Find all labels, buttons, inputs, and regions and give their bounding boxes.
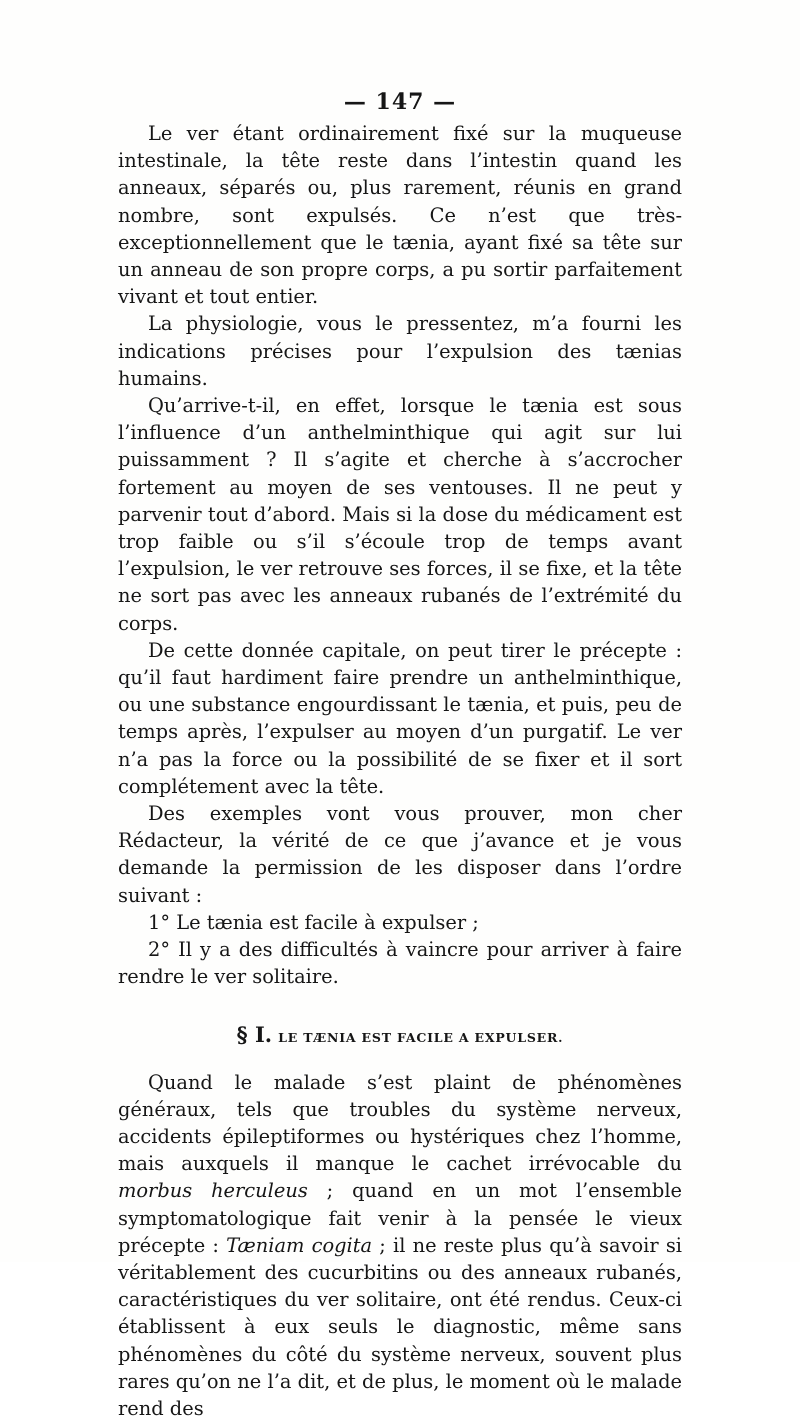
section-symbol: § I. [237,1022,272,1047]
paragraph-2: La physiologie, vous le pressentez, m’a fourni les indications précises pour l’expulsion des tænias humains. [118,310,682,392]
paragraph-5: Des exemples vont vous prouver, mon cher Rédacteur, la vérité de ce que j’avance et je vous demande la permission de les disposer dans l’ordre suivant : [118,800,682,909]
italic-term-taeniam: Tæniam cogita [226,1234,372,1257]
paragraph-1: Le ver étant ordinairement fixé sur la muqueuse intestinale, la tête reste dans l’intestin quand les anneaux, séparés ou, plus rarement, réunis en grand nombre, sont expulsés. Ce n’est que très-exceptionnellement que le tænia, ayant fixé sa tête sur un anneau de son propre corps, a pu sortir parfaitement vivant et tout entier. [118,120,682,310]
italic-term-morbus: morbus herculeus [118,1179,308,1202]
paragraph-6-part-1: Quand le malade s’est plaint de phénomènes généraux, tels que troubles du système nerveux, accidents épileptiformes ou hystériques chez l’homme, mais auxquels il manque le cachet irrévocable du [118,1071,682,1176]
paragraph-6-part-2: ; quand en un mot l’ensemble symptomatologique fait venir à la pensée le vieux précepte : [118,1179,682,1256]
page-text [118,88,682,1422]
paragraph-3: Qu’arrive-t-il, en effet, lorsque le tænia est sous l’influence d’un anthelminthique qui agit sur lui puissamment ? Il s’agite et cherche à s’accrocher fortement au moyen de ses ventouses. Il ne peut y parvenir tout d’abord. Mais si la dose du médicament est trop faible ou s’il s’écoule trop de temps avant l’expulsion, le ver retrouve ses forces, il se fixe, et la tête ne sort pas avec les anneaux rubanés de l’extrémité du corps. [118,392,682,637]
page-number: — 147 — [118,88,682,116]
paragraph-4: De cette donnée capitale, on peut tirer le précepte : qu’il faut hardiment faire prendre un anthelminthique, ou une substance engourdissant le tænia, et puis, peu de temps après, l’expulser au moyen d’un purgatif. Le ver n’a pas la force ou la possibilité de se fixer et il sort complétement avec la tête. [118,637,682,800]
paragraph-6-part-3: ; il ne reste plus qu’à savoir si véritablement des cucurbitins ou des anneaux rubanés, caractéristiques du ver solitaire, ont été rendus. Ceux-ci établissent à eux seuls le diagnostic, même sans phénomènes du côté du système nerveux, souvent plus rares qu’on ne l’a dit, et de plus, le moment où le malade rend des [118,1234,682,1420]
paragraph-6 [118,1069,682,1422]
section-title: LE TÆNIA EST FACILE A EXPULSER. [278,1030,563,1045]
list-item-1: 1° Le tænia est facile à expulser ; [118,909,682,936]
section-heading [118,1021,682,1051]
list-item-2: 2° Il y a des difficultés à vaincre pour arriver à faire rendre le ver solitaire. [118,936,682,990]
